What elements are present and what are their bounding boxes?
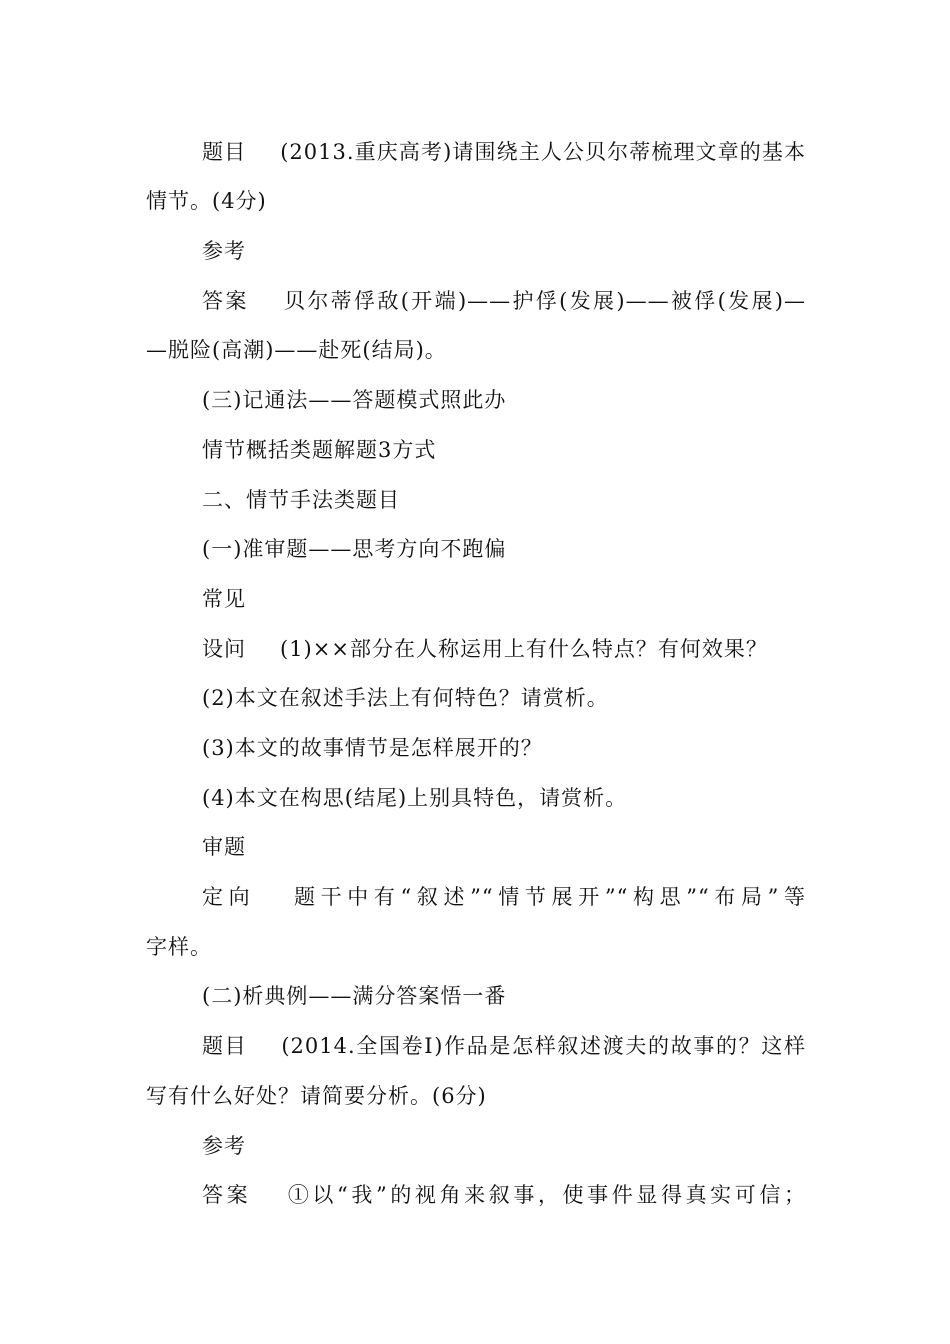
answer-line-1-cont: —脱险(高潮)——赴死(结局)。 xyxy=(146,338,447,362)
question-line-2 xyxy=(202,1031,806,1061)
reference-label-2: 参考 xyxy=(202,1134,246,1158)
reference-label-1: 参考 xyxy=(202,239,246,263)
subheading-plot-summary: 情节概括类题解题3方式 xyxy=(202,438,437,462)
question-line-1 xyxy=(202,137,806,167)
label-dingxiang: 定向 xyxy=(202,885,256,909)
label-daan-2: 答案 xyxy=(202,1183,252,1207)
section-heading-1: (一)准审题——思考方向不跑偏 xyxy=(202,537,507,561)
answer-line-1 xyxy=(202,286,806,316)
answer-line-2 xyxy=(202,1180,806,1210)
label-shewen: 设问 xyxy=(202,637,246,661)
section-heading-2: 二、情节手法类题目 xyxy=(202,488,400,512)
label-timu-2: 题目 xyxy=(202,1034,248,1058)
direction-line-cont: 字样。 xyxy=(146,935,212,959)
question-text-2: (2014.全国卷Ⅰ)作品是怎样叙述渡夫的故事的？这样 xyxy=(281,1034,806,1058)
question-prompt-4: (4)本文在构思(结尾)上别具特色，请赏析。 xyxy=(202,786,628,810)
question-prompt-3: (3)本文的故事情节是怎样展开的？ xyxy=(202,736,543,760)
question-prompt-1 xyxy=(202,634,768,664)
question-prompt-2: (2)本文在叙述手法上有何特色？请赏析。 xyxy=(202,686,609,710)
section-heading-3: (三)记通法——答题模式照此办 xyxy=(202,388,507,412)
question-line-1-cont: 情节。(4分) xyxy=(146,189,267,213)
label-changjian: 常见 xyxy=(202,587,246,611)
label-shenti: 审题 xyxy=(202,835,246,859)
direction-line xyxy=(202,882,806,912)
label-timu: 题目 xyxy=(202,140,247,164)
question-text-1: (2013.重庆高考)请围绕主人公贝尔蒂梳理文章的基本 xyxy=(280,140,806,164)
direction-text: 题干中有“叙述”“情节展开”“构思”“布局”等 xyxy=(289,885,807,909)
answer-text-2: ①以“我”的视角来叙事，使事件显得真实可信； xyxy=(285,1183,806,1207)
answer-text-1: 贝尔蒂俘敌(开端)——护俘(发展)——被俘(发展)— xyxy=(282,289,807,313)
section-heading-example: (二)析典例——满分答案悟一番 xyxy=(202,984,507,1008)
question-prompt-text-1: (1)××部分在人称运用上有什么特点？有何效果？ xyxy=(280,637,768,661)
label-daan: 答案 xyxy=(202,289,249,313)
question-line-2-cont: 写有什么好处？请简要分析。(6分) xyxy=(146,1084,487,1108)
